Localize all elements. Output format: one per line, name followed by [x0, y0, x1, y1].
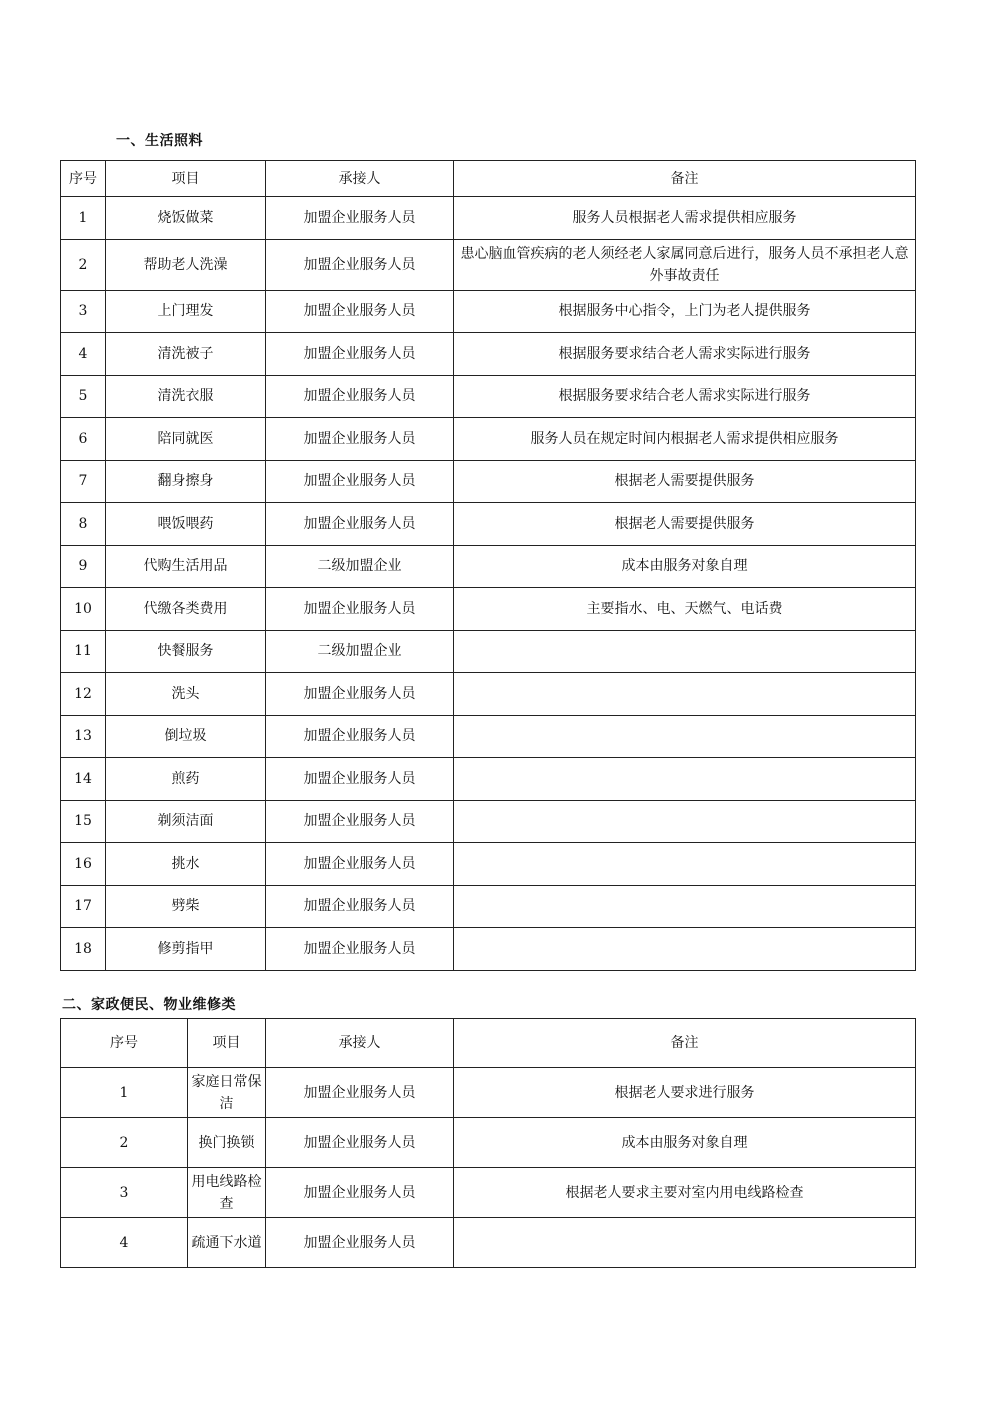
cell-seq: 7 [61, 460, 106, 503]
cell-seq: 9 [61, 545, 106, 588]
cell-note: 主要指水、电、天燃气、电话费 [454, 588, 916, 631]
table-row [61, 418, 916, 461]
cell-item: 帮助老人洗澡 [106, 239, 266, 290]
cell-note [454, 928, 916, 971]
section-1-title: 一、生活照料 [116, 133, 203, 149]
cell-note: 根据老人要求进行服务 [454, 1068, 916, 1118]
cell-item: 陪同就医 [106, 418, 266, 461]
table-row [61, 375, 916, 418]
cell-seq: 1 [61, 1068, 188, 1118]
cell-item: 用电线路检查 [188, 1168, 266, 1218]
cell-provider: 加盟企业服务人员 [266, 715, 454, 758]
cell-seq: 2 [61, 239, 106, 290]
cell-seq: 11 [61, 630, 106, 673]
cell-item: 煎药 [106, 758, 266, 801]
cell-note: 成本由服务对象自理 [454, 1118, 916, 1168]
cell-note: 服务人员根据老人需求提供相应服务 [454, 197, 916, 240]
cell-item: 疏通下水道 [188, 1218, 266, 1268]
cell-seq: 15 [61, 800, 106, 843]
cell-seq: 18 [61, 928, 106, 971]
cell-seq: 10 [61, 588, 106, 631]
cell-seq: 5 [61, 375, 106, 418]
table-row [61, 928, 916, 971]
cell-item: 代缴各类费用 [106, 588, 266, 631]
header-note: 备注 [454, 161, 916, 197]
table-row [61, 800, 916, 843]
cell-note [454, 843, 916, 886]
cell-provider: 加盟企业服务人员 [266, 197, 454, 240]
cell-seq: 3 [61, 290, 106, 333]
cell-item: 剃须洁面 [106, 800, 266, 843]
cell-note: 服务人员在规定时间内根据老人需求提供相应服务 [454, 418, 916, 461]
table-row [61, 758, 916, 801]
header-seq: 序号 [61, 161, 106, 197]
cell-seq: 4 [61, 333, 106, 376]
cell-provider: 加盟企业服务人员 [266, 333, 454, 376]
cell-seq: 4 [61, 1218, 188, 1268]
cell-note: 患心脑血管疾病的老人须经老人家属同意后进行，服务人员不承担老人意外事故责任 [454, 239, 916, 290]
header-note: 备注 [454, 1019, 916, 1068]
cell-seq: 13 [61, 715, 106, 758]
table-row [61, 1118, 916, 1168]
cell-item: 翻身擦身 [106, 460, 266, 503]
cell-provider: 加盟企业服务人员 [266, 843, 454, 886]
cell-item: 倒垃圾 [106, 715, 266, 758]
cell-note [454, 800, 916, 843]
cell-item: 上门理发 [106, 290, 266, 333]
table-row [61, 885, 916, 928]
table-row [61, 588, 916, 631]
cell-item: 清洗被子 [106, 333, 266, 376]
cell-provider: 加盟企业服务人员 [266, 588, 454, 631]
cell-seq: 12 [61, 673, 106, 716]
cell-note [454, 630, 916, 673]
cell-item: 快餐服务 [106, 630, 266, 673]
cell-provider: 加盟企业服务人员 [266, 1218, 454, 1268]
table-row [61, 460, 916, 503]
cell-item: 家庭日常保洁 [188, 1068, 266, 1118]
table-row [61, 290, 916, 333]
cell-note: 根据服务中心指令，上门为老人提供服务 [454, 290, 916, 333]
cell-note [454, 715, 916, 758]
header-seq: 序号 [61, 1019, 188, 1068]
cell-provider: 加盟企业服务人员 [266, 503, 454, 546]
life-care-table [60, 160, 916, 971]
cell-note [454, 1218, 916, 1268]
cell-provider: 加盟企业服务人员 [266, 1068, 454, 1118]
cell-provider: 加盟企业服务人员 [266, 673, 454, 716]
cell-provider: 加盟企业服务人员 [266, 928, 454, 971]
cell-item: 代购生活用品 [106, 545, 266, 588]
table-row [61, 1168, 916, 1218]
table-row [61, 1218, 916, 1268]
cell-provider: 加盟企业服务人员 [266, 1168, 454, 1218]
cell-item: 喂饭喂药 [106, 503, 266, 546]
cell-provider: 加盟企业服务人员 [266, 375, 454, 418]
cell-provider: 加盟企业服务人员 [266, 800, 454, 843]
cell-provider: 加盟企业服务人员 [266, 1118, 454, 1168]
cell-provider: 二级加盟企业 [266, 630, 454, 673]
cell-note: 根据老人需要提供服务 [454, 460, 916, 503]
header-item: 项目 [106, 161, 266, 197]
cell-seq: 3 [61, 1168, 188, 1218]
cell-item: 修剪指甲 [106, 928, 266, 971]
table-row [61, 545, 916, 588]
table-row [61, 673, 916, 716]
header-item: 项目 [188, 1019, 266, 1068]
cell-provider: 加盟企业服务人员 [266, 290, 454, 333]
table-header-row [61, 1019, 916, 1068]
cell-seq: 17 [61, 885, 106, 928]
cell-seq: 2 [61, 1118, 188, 1168]
table-row [61, 503, 916, 546]
cell-provider: 加盟企业服务人员 [266, 758, 454, 801]
table-row [61, 843, 916, 886]
cell-note: 根据服务要求结合老人需求实际进行服务 [454, 375, 916, 418]
cell-note: 根据老人要求主要对室内用电线路检查 [454, 1168, 916, 1218]
cell-seq: 16 [61, 843, 106, 886]
table-row [61, 197, 916, 240]
housekeeping-table [60, 1018, 916, 1268]
cell-provider: 加盟企业服务人员 [266, 418, 454, 461]
cell-note: 成本由服务对象自理 [454, 545, 916, 588]
cell-note: 根据老人需要提供服务 [454, 503, 916, 546]
cell-provider: 二级加盟企业 [266, 545, 454, 588]
cell-seq: 1 [61, 197, 106, 240]
table-row [61, 715, 916, 758]
cell-note [454, 758, 916, 801]
table-header-row [61, 161, 916, 197]
cell-item: 洗头 [106, 673, 266, 716]
cell-provider: 加盟企业服务人员 [266, 460, 454, 503]
section-2-title: 二、家政便民、物业维修类 [62, 997, 236, 1013]
cell-seq: 8 [61, 503, 106, 546]
cell-note: 根据服务要求结合老人需求实际进行服务 [454, 333, 916, 376]
cell-note [454, 885, 916, 928]
cell-provider: 加盟企业服务人员 [266, 239, 454, 290]
cell-item: 烧饭做菜 [106, 197, 266, 240]
table-row [61, 239, 916, 290]
table-row [61, 333, 916, 376]
header-provider: 承接人 [266, 161, 454, 197]
table-row [61, 630, 916, 673]
cell-seq: 6 [61, 418, 106, 461]
header-provider: 承接人 [266, 1019, 454, 1068]
cell-item: 劈柴 [106, 885, 266, 928]
cell-item: 换门换锁 [188, 1118, 266, 1168]
cell-seq: 14 [61, 758, 106, 801]
cell-item: 挑水 [106, 843, 266, 886]
cell-note [454, 673, 916, 716]
table-row [61, 1068, 916, 1118]
cell-item: 清洗衣服 [106, 375, 266, 418]
cell-provider: 加盟企业服务人员 [266, 885, 454, 928]
